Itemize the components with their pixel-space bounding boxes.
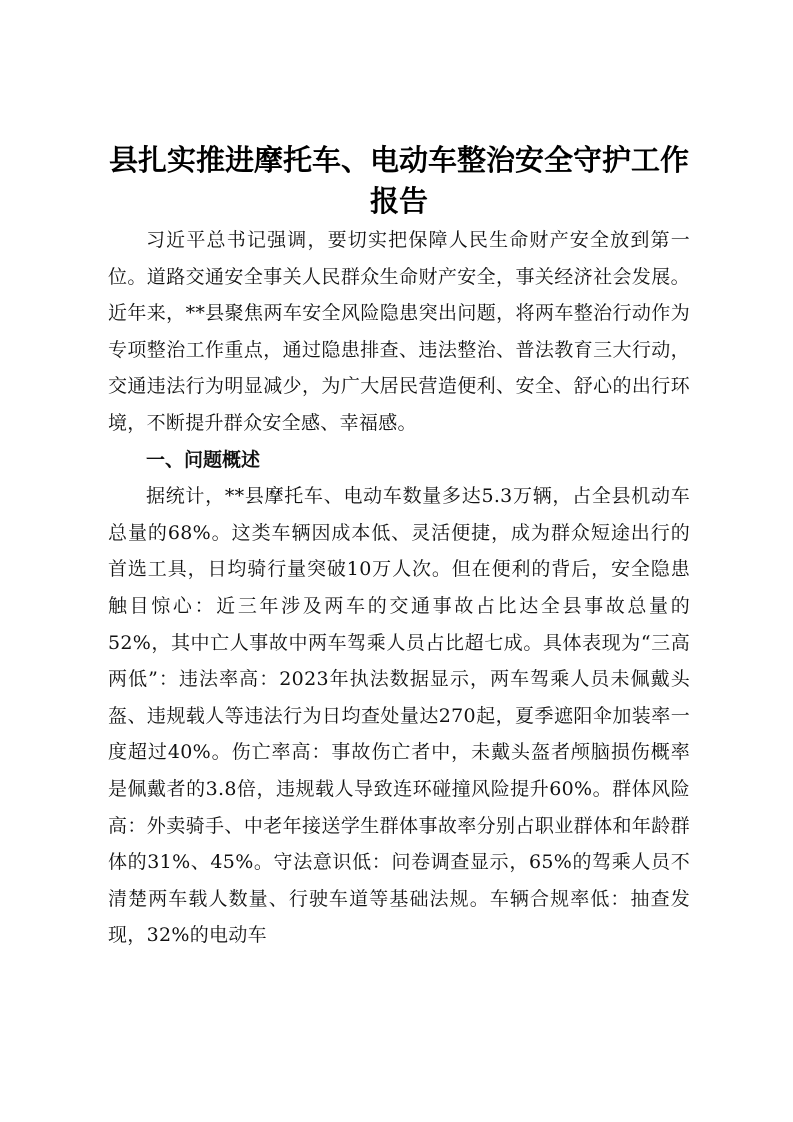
section-heading: 一、问题概述: [146, 448, 261, 471]
intro-paragraph: 习近平总书记强调，要切实把保障人民生命财产安全放到第一位。道路交通安全事关人民群众生命财产安全，事关经济社会发展。近年来，**县聚焦两车安全风险隐患突出问题，将两车整治行动作为专项整治工作重点，通过隐患排查、违法整治、普法教育三大行动，交通违法行为明显减少，为广大居民营造便利、安全、舒心的出行环境，不断提升群众安全感、幸福感。: [108, 229, 690, 434]
section-body-container: [108, 478, 690, 1118]
section-paragraph: 据统计，**县摩托车、电动车数量多达5.3万辆，占全县机动车总量的68%。这类车辆因成本低、灵活便捷，成为群众短途出行的首选工具，日均骑行量突破10万人次。但在便利的背后，安全隐患触目惊心：近三年涉及两车的交通事故占比达全县事故总量的52%，其中亡人事故中两车驾乘人员占比超七成。具体表现为“三高两低”：违法率高：2023年执法数据显示，两车驾乘人员未佩戴头盔、违规载人等违法行为日均查处量达270起，夏季遮阳伞加装率一度超过40%。伤亡率高：事故伤亡者中，未戴头盔者颅脑损伤概率是佩戴者的3.8倍，违规载人导致连环碰撞风险提升60%。群体风险高：外卖骑手、中老年接送学生群体事故率分别占职业群体和年龄群体的31%、45%。守法意识低：问卷调查显示，65%的驾乘人员不清楚两车载人数量、行驶车道等基础法规。车辆合规率低：抽查发现，32%的电动车: [108, 485, 690, 947]
document-page: [108, 140, 690, 1118]
document-title: 县扎实推进摩托车、电动车整治安全守护工作报告: [108, 143, 689, 218]
